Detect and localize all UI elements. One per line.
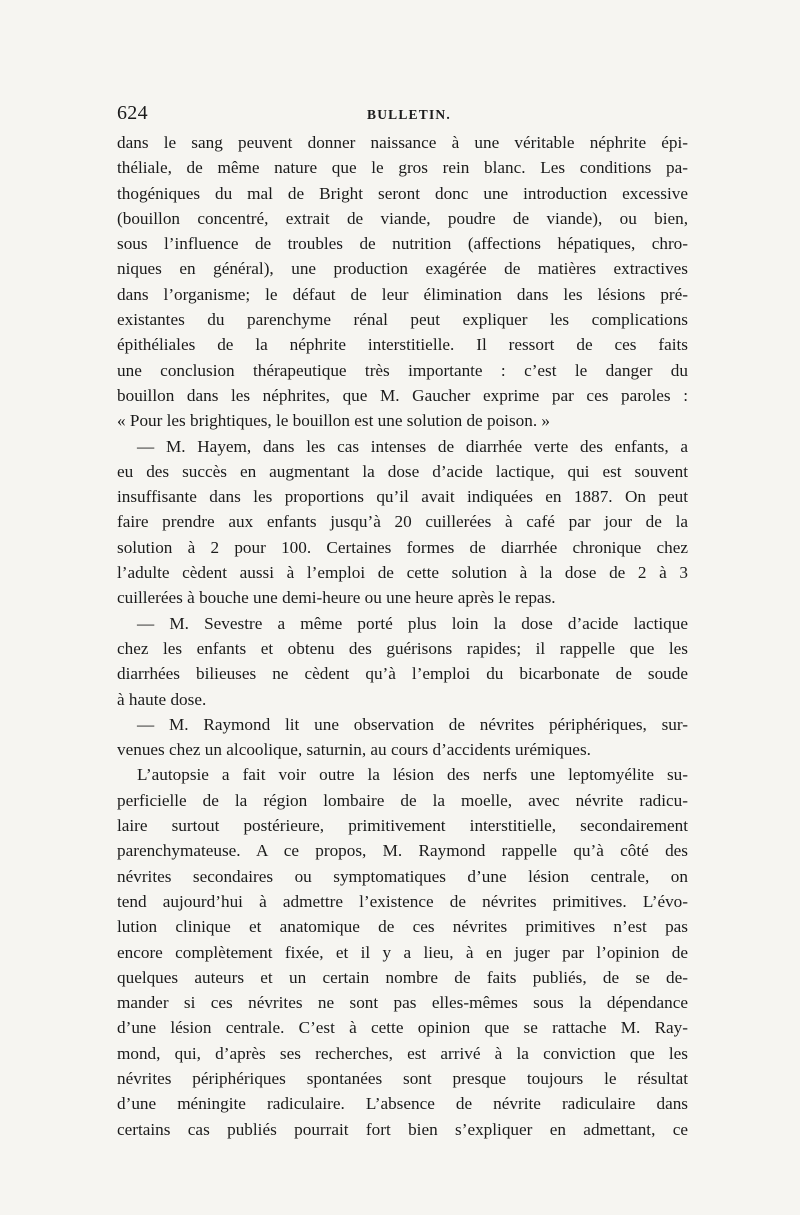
text-line: « Pour les brightiques, le bouillon est une solution de poison. »	[117, 411, 551, 431]
text-line: d’une méningite radiculaire. L’absence de névrite radiculaire dans	[117, 1094, 688, 1114]
text-line: une conclusion thérapeutique très importante : c’est le danger du	[117, 360, 688, 380]
text-line: faire prendre aux enfants jusqu’à 20 cuillerées à café par jour de la	[117, 512, 688, 532]
text-line: à haute dose.	[117, 689, 207, 709]
body-text	[117, 130, 688, 1142]
text-line: thogéniques du mal de Bright seront donc une introduction excessive	[117, 183, 688, 203]
text-line: mander si ces névrites ne sont pas elles-mêmes sous la dépendance	[117, 993, 688, 1013]
text-line: lution clinique et anatomique de ces névrites primitives n’est pas	[117, 917, 688, 937]
running-head	[117, 98, 688, 128]
text-line: chez les enfants et obtenu des guérisons rapides; il rappelle que les	[117, 638, 688, 658]
text-line: certains cas publiés pourrait fort bien s’expliquer en admettant, ce	[117, 1119, 688, 1139]
text-line: d’une lésion centrale. C’est à cette opinion que se rattache M. Ray-	[117, 1018, 688, 1038]
text-line: existantes du parenchyme rénal peut expliquer les complications	[117, 310, 688, 330]
text-line: (bouillon concentré, extrait de viande, poudre de viande), ou bien,	[117, 208, 688, 228]
text-line: sous l’influence de troubles de nutrition (affections hépatiques, chro-	[117, 234, 688, 254]
text-line: théliale, de même nature que le gros rein blanc. Les conditions pa-	[117, 158, 688, 178]
text-line: dans l’organisme; le défaut de leur élimination dans les lésions pré-	[117, 284, 688, 304]
text-line: — M. Raymond lit une observation de névrites périphériques, sur-	[137, 714, 688, 734]
text-line: L’autopsie a fait voir outre la lésion des nerfs une leptomyélite su-	[137, 765, 688, 785]
journal-title: BULLETIN.	[367, 107, 451, 122]
text-line: cuillerées à bouche une demi-heure ou une heure après le repas.	[117, 588, 556, 608]
text-line: insuffisante dans les proportions qu’il avait indiquées en 1887. On peut	[117, 487, 688, 507]
text-line: venues chez un alcoolique, saturnin, au cours d’accidents urémiques.	[117, 740, 591, 760]
text-line: névrites périphériques spontanées sont presque toujours le résultat	[117, 1068, 688, 1088]
text-line: parenchymateuse. A ce propos, M. Raymond rappelle qu’à côté des	[117, 841, 688, 861]
page-number: 624	[117, 102, 148, 124]
text-line: encore complètement fixée, et il y a lieu, à en juger par l’opinion de	[117, 942, 688, 962]
text-line: solution à 2 pour 100. Certaines formes de diarrhée chronique chez	[117, 537, 688, 557]
text-line: perficielle de la région lombaire de la moelle, avec névrite radicu-	[117, 790, 688, 810]
text-line: laire surtout postérieure, primitivement interstitielle, secondairement	[117, 816, 688, 836]
text-line: tend aujourd’hui à admettre l’existence de névrites primitives. L’évo-	[117, 891, 688, 911]
text-line: mond, qui, d’après ses recherches, est arrivé à la conviction que les	[117, 1043, 688, 1063]
text-line: — M. Sevestre a même porté plus loin la dose d’acide lactique	[137, 613, 688, 633]
text-line: l’adulte cèdent aussi à l’emploi de cette solution à la dose de 2 à 3	[117, 563, 688, 583]
text-line: quelques auteurs et un certain nombre de faits publiés, de se de-	[117, 967, 688, 987]
text-line: bouillon dans les néphrites, que M. Gaucher exprime par ces paroles :	[117, 385, 688, 405]
text-line: niques en général), une production exagérée de matières extractives	[117, 259, 688, 279]
text-line: — M. Hayem, dans les cas intenses de diarrhée verte des enfants, a	[137, 436, 688, 456]
text-line: eu des succès en augmentant la dose d’acide lactique, qui est souvent	[117, 461, 688, 481]
text-line: dans le sang peuvent donner naissance à une véritable néphrite épi-	[117, 133, 688, 152]
text-line: diarrhées bilieuses ne cèdent qu’à l’emploi du bicarbonate de soude	[117, 664, 688, 684]
text-line: épithéliales de la néphrite interstitielle. Il ressort de ces faits	[117, 335, 688, 355]
text-line: névrites secondaires ou symptomatiques d’une lésion centrale, on	[117, 866, 688, 886]
